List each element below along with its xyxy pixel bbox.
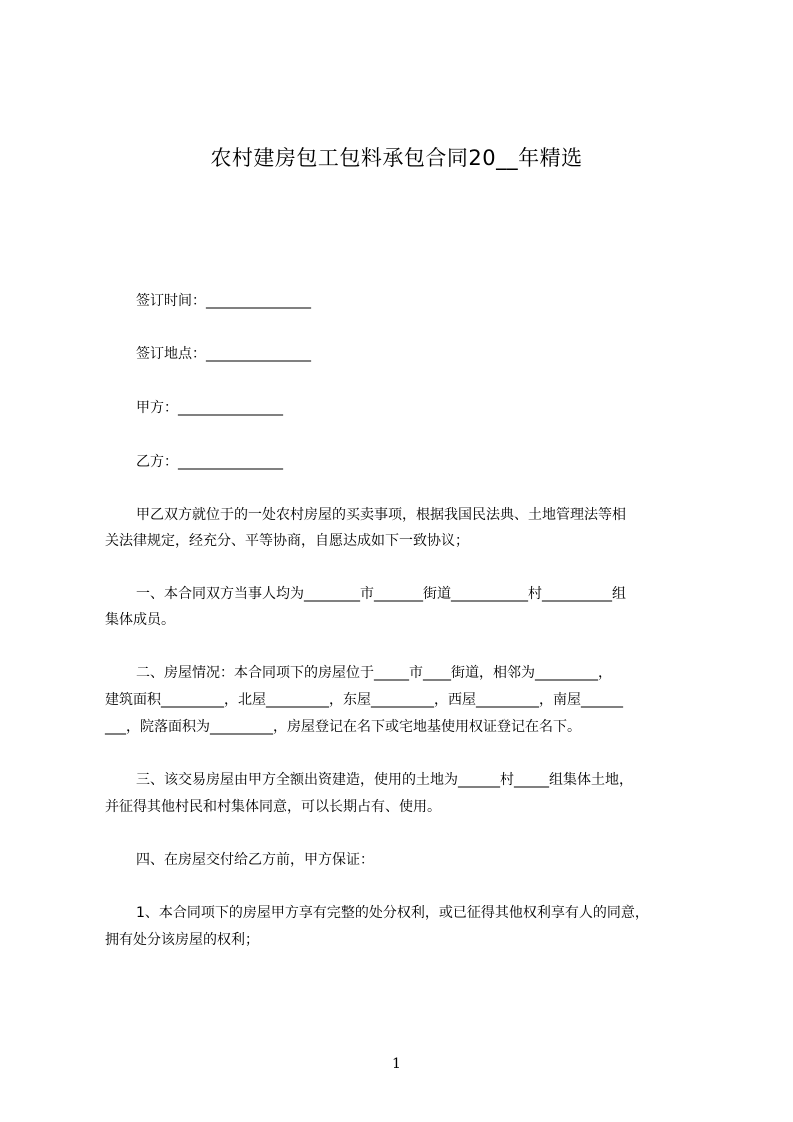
intro-paragraph-line-1: 甲乙双方就位于的一处农村房屋的买卖事项，根据我国民法典、土地管理法等相 bbox=[136, 507, 626, 523]
sign-place-field: 签订地点：_______________ bbox=[136, 346, 311, 362]
party-a-field: 甲方：_______________ bbox=[136, 400, 283, 416]
item-1-line-2: 拥有处分该房屋的权利； bbox=[105, 932, 259, 948]
clause-1-line-2: 集体成员。 bbox=[105, 612, 175, 628]
clause-3-line-1: 三、该交易房屋由甲方全额出资建造，使用的土地为______村_____组集体土地， bbox=[136, 772, 633, 788]
clause-2-line-3: ___，院落面积为_________，房屋登记在名下或宅地基使用权证登记在名下。 bbox=[105, 719, 581, 735]
party-b-field: 乙方：_______________ bbox=[136, 454, 283, 470]
document-title: 农村建房包工包料承包合同20__年精选 bbox=[210, 146, 583, 170]
page-number: 1 bbox=[392, 1056, 401, 1072]
clause-2-line-1: 二、房屋情况：本合同项下的房屋位于_____市____街道，相邻为_________， bbox=[136, 665, 612, 681]
clause-4-line-1: 四、在房屋交付给乙方前，甲方保证： bbox=[136, 852, 374, 868]
item-1-line-1: 1、本合同项下的房屋甲方享有完整的处分权利，或已征得其他权利享有人的同意， bbox=[136, 905, 649, 921]
sign-time-field: 签订时间：_______________ bbox=[136, 293, 311, 309]
clause-3-line-2: 并征得其他村民和村集体同意，可以长期占有、使用。 bbox=[105, 799, 441, 815]
clause-2-line-2: 建筑面积_________，北屋_________，东屋_________，西屋_________，南屋______ bbox=[105, 692, 623, 708]
clause-1-line-1: 一、本合同双方当事人均为________市_______街道___________村__________组 bbox=[136, 586, 626, 602]
intro-paragraph-line-2: 关法律规定，经充分、平等协商，自愿达成如下一致协议； bbox=[105, 533, 469, 549]
